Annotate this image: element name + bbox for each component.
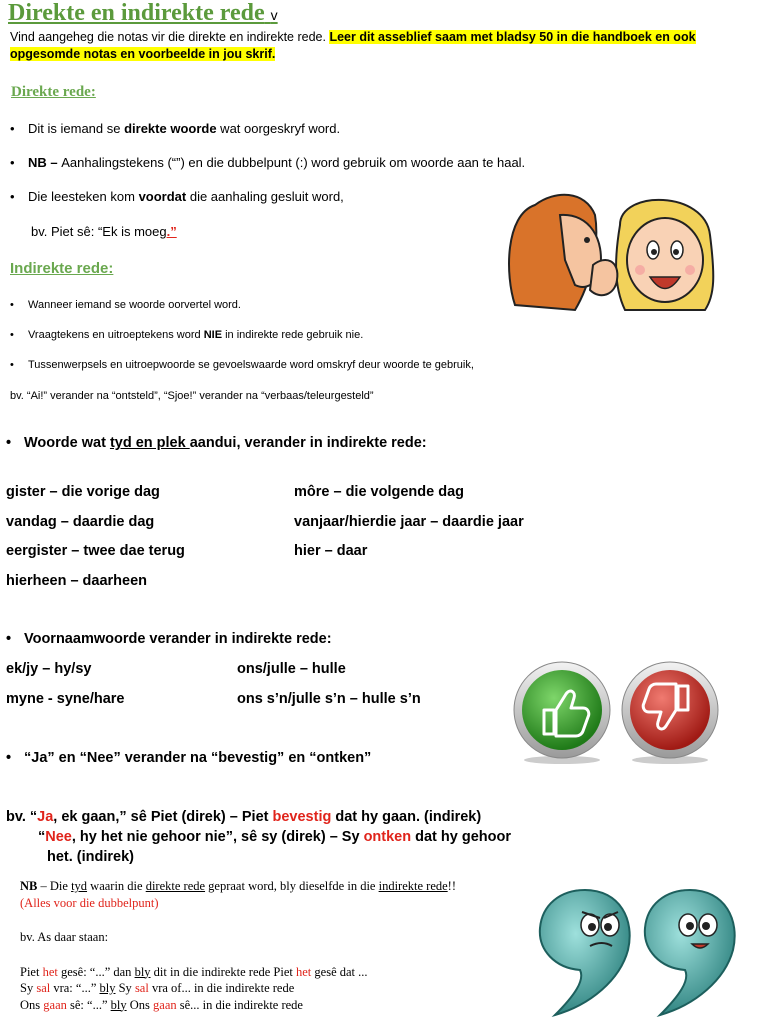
tyd-right-2: vanjaar/hierdie jaar – daardie jaar (294, 514, 524, 530)
voornaamwoorde-bullet: • Voornaamwoorde verander in indirekte rede: (6, 631, 332, 647)
nb-example-3: Ons gaan sê: “...” bly Ons gaan sê... in die indirekte rede (20, 997, 303, 1012)
nb-example-2: Sy sal vra: “...” bly Sy sal vra of... in die indirekte rede (20, 981, 295, 995)
voornaam-left-1: ek/jy – hy/sy (6, 661, 92, 677)
title-suffix: v (270, 7, 278, 23)
tyd-right-3: hier – daar (294, 543, 368, 559)
tyd-left-4: hierheen – daarheen (6, 573, 148, 589)
voornaam-right-1: ons/julle – hulle (237, 661, 346, 677)
ja-nee-line-2: “Nee, hy het nie gehoor nie”, sê sy (direk) – Sy ontken dat hy gehoor (38, 829, 511, 845)
direkte-bullet-3: • Die leesteken kom voordat die aanhaling gesluit word, (10, 189, 344, 204)
whispering-girls-image (505, 185, 725, 325)
tyd-right-1: môre – die volgende dag (294, 484, 465, 500)
nb-example-1: Piet het gesê: “...” dan bly dit in die indirekte rede Piet het gesê dat ... (20, 964, 368, 979)
thumbs-down-icon (620, 660, 720, 765)
ja-nee-line-1: bv. “Ja, ek gaan,” sê Piet (direk) – Piet bevestig dat hy gaan. (indirek) (6, 809, 482, 825)
intro-paragraph (10, 29, 740, 63)
indirekte-bullet-1: • Wanneer iemand se woorde oorvertel word. (10, 299, 241, 311)
nb-note (20, 878, 540, 1013)
tyd-left-1: gister – die vorige dag (6, 484, 160, 500)
voornaam-left-2: myne - syne/hare (6, 691, 125, 707)
tyd-plek-bullet: • Woorde wat tyd en plek aandui, verander in indirekte rede: (6, 435, 427, 451)
indirekte-rede-heading: Indirekte rede: (10, 260, 114, 277)
nb-line: NB – Die tyd waarin die direkte rede gepraat word, bly dieselfde in die indirekte rede!! (20, 879, 456, 893)
ja-nee-bullet: • “Ja” en “Nee” verander na “bevestig” en “ontken” (6, 750, 372, 766)
nb-red-line: (Alles voor die dubbelpunt) (20, 895, 159, 910)
voornaam-right-2: ons s’n/julle s’n – hulle s’n (237, 691, 421, 707)
direkte-bullet-1: • Dit is iemand se direkte woorde wat oorgeskryf word. (10, 121, 341, 136)
ja-nee-example (6, 807, 606, 867)
thumbs-up-icon (512, 660, 612, 765)
nb-example-intro: bv. As daar staan: (20, 930, 109, 944)
indirekte-bullet-3: • Tussenwerpsels en uitroepwoorde se gevoelswaarde word omskryf deur woorde te gebruik, (10, 359, 474, 371)
page-title: Direkte en indirekte rede v (8, 0, 278, 26)
tyd-left-2: vandag – daardie dag (6, 514, 155, 530)
indirekte-example: bv. “Ai!” verander na “ontsteld”, “Sjoe!” verander na “verbaas/teleurgesteld” (10, 390, 374, 402)
direkte-rede-heading: Direkte rede: (11, 84, 96, 100)
intro-highlight: Leer dit asseblief saam met bladsy 50 in die handboek en ook opgesomde notas en voorbeelde in jou skrif. (10, 30, 696, 61)
direkte-bullet-2: • NB – Aanhalingstekens (“”) en die dubbelpunt (:) word gebruik om woorde aan te haal. (10, 155, 526, 170)
tyd-left-3: eergister – twee dae terug (6, 543, 185, 559)
quotation-marks-image (530, 880, 740, 1020)
ja-nee-line-3: het. (indirek) (47, 849, 135, 865)
direkte-example: bv. Piet sê: “Ek is moeg.” (31, 224, 177, 239)
indirekte-bullet-2: • Vraagtekens en uitroeptekens word NIE in indirekte rede gebruik nie. (10, 329, 364, 341)
intro-text: Vind aangeheg die notas vir die direkte en indirekte rede. (10, 30, 330, 44)
